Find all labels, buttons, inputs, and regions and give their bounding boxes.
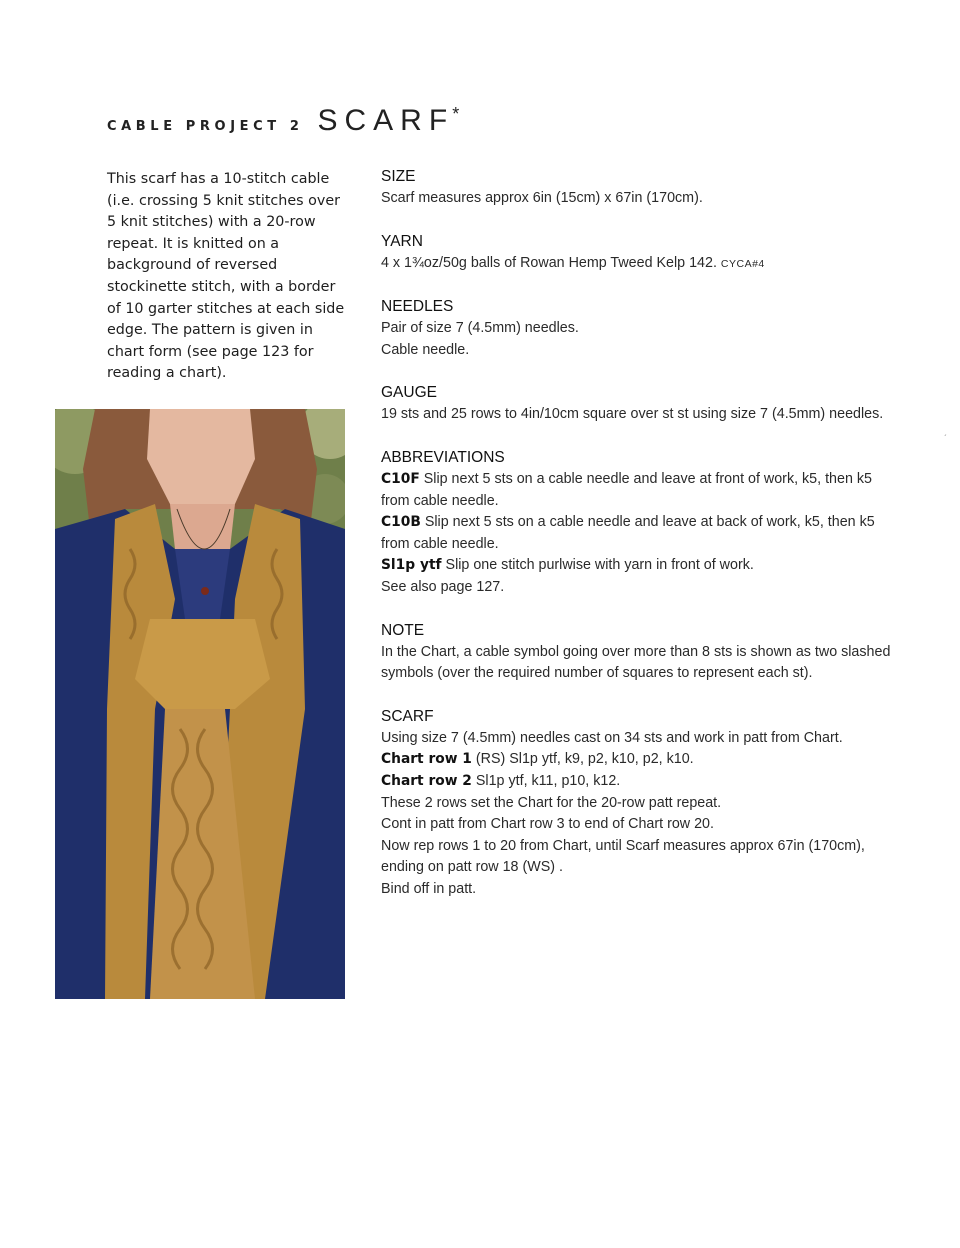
gauge-section: [381, 382, 901, 426]
yarn-heading: YARN: [381, 232, 423, 250]
note-text: In the Chart, a cable symbol going over more than 8 sts is shown as two slashed symbols (over the required number of squares to represent each st).: [381, 643, 891, 682]
chart-row-1: [381, 749, 901, 771]
scarf-heading: SCARF: [381, 707, 434, 725]
scarf-photo: [55, 409, 345, 999]
abbreviation-term: C10B: [381, 514, 421, 531]
project-kicker: CABLE PROJECT 2: [107, 119, 304, 134]
abbreviation-definition: Slip one stitch purlwise with yarn in front of work.: [445, 557, 754, 574]
title-text: SCARF: [317, 104, 455, 137]
needles-line-1: Pair of size 7 (4.5mm) needles.: [381, 320, 579, 337]
abbreviation-item: [381, 512, 901, 555]
abbreviation-term: Sl1p ytf: [381, 557, 442, 574]
chart-row-2-label: Chart row 2: [381, 772, 472, 789]
chart-row-2-text: Sl1p ytf, k11, p10, k12.: [475, 772, 621, 789]
size-section: [381, 166, 901, 210]
abbreviation-term: C10F: [381, 470, 420, 487]
title-asterisk: *: [452, 104, 460, 124]
size-heading: SIZE: [381, 168, 416, 185]
margin-mark: ˊ: [943, 434, 947, 443]
scarf-line-6: Now rep rows 1 to 20 from Chart, until Scarf measures approx 67in (170cm), ending on patt row 18 (WS) .: [381, 837, 865, 876]
abbreviation-definition: Slip next 5 sts on a cable needle and leave at front of work, k5, then k5 from cable needle.: [381, 470, 872, 509]
size-text: Scarf measures approx 6in (15cm) x 67in (170cm).: [381, 190, 703, 206]
scarf-line-4: These 2 rows set the Chart for the 20-row patt repeat.: [381, 794, 722, 811]
needles-section: [381, 296, 901, 361]
gauge-heading: GAUGE: [381, 384, 437, 402]
abbreviations-section: [381, 447, 901, 599]
scarf-line-1: Using size 7 (4.5mm) needles cast on 34 sts and work in patt from Chart.: [381, 729, 843, 746]
photo-scarf-icon: [55, 409, 345, 999]
scarf-section: [381, 706, 901, 901]
gauge-text: 19 sts and 25 rows to 4in/10cm square over st st using size 7 (4.5mm) needles.: [381, 406, 884, 423]
page-header: [107, 104, 459, 138]
note-section: [381, 620, 901, 685]
abbreviations-see-also: See also page 127.: [381, 578, 505, 595]
chart-row-1-label: Chart row 1: [381, 751, 472, 768]
yarn-section: [381, 231, 901, 276]
pattern-column: [381, 166, 901, 921]
page-title: [318, 104, 460, 137]
abbreviation-definition: Slip next 5 sts on a cable needle and leave at back of work, k5, then k5 from cable needle.: [381, 514, 875, 552]
intro-paragraph: This scarf has a 10-stitch cable (i.e. crossing 5 knit stitches over 5 knit stitches) with a 20-row repeat. It is knitted on a background of reversed stockinette stitch, with a border of 10 garter stitches at each side edge. The pattern is given in chart form (see page 123 for reading a chart).: [107, 171, 345, 382]
abbreviations-heading: ABBREVIATIONS: [381, 448, 505, 466]
chart-row-2: [381, 771, 901, 793]
abbreviation-item: [381, 555, 901, 577]
scarf-line-5: Cont in patt from Chart row 3 to end of Chart row 20.: [381, 816, 714, 833]
yarn-weight-code: CYCA#4: [720, 257, 765, 270]
needles-line-2: Cable needle.: [381, 341, 470, 358]
note-heading: NOTE: [381, 621, 425, 639]
yarn-description: 4 x 1¾oz/50g balls of Rowan Hemp Tweed Kelp 142.: [381, 254, 717, 271]
chart-row-1-text: (RS) Sl1p ytf, k9, p2, k10, p2, k10.: [475, 751, 694, 768]
abbreviation-item: [381, 469, 901, 512]
needles-heading: NEEDLES: [381, 298, 454, 316]
yarn-text: [381, 253, 901, 276]
scarf-line-7: Bind off in patt.: [381, 880, 477, 897]
